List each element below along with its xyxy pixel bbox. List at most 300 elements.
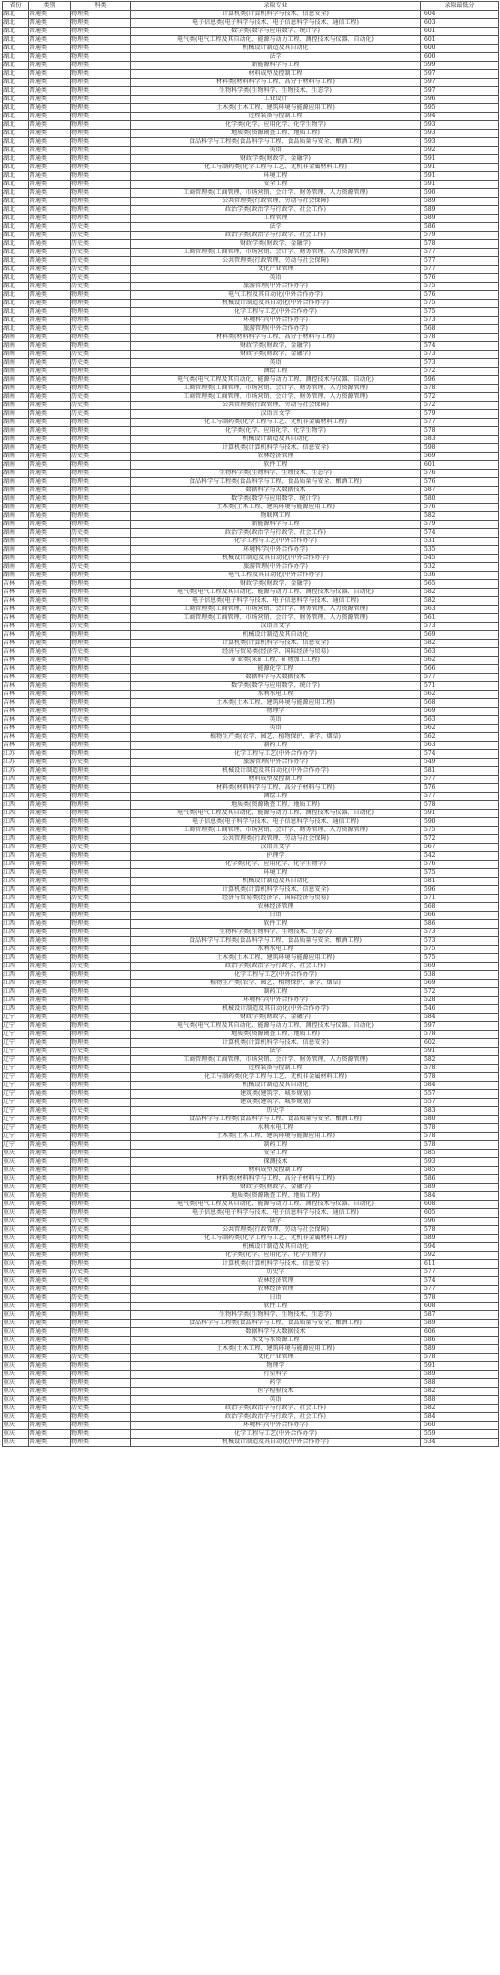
- cell-category: 普通类: [29, 835, 71, 844]
- table-row: [3, 10, 499, 19]
- table-row: [3, 1251, 499, 1260]
- cell-major: 机械设计制造及其自动化(中外合作办学): [131, 1438, 421, 1447]
- cell-min-score: 579: [421, 410, 499, 419]
- cell-min-score: 608: [421, 1302, 499, 1311]
- table-row: [3, 911, 499, 920]
- cell-province: 重庆: [3, 1277, 29, 1286]
- cell-major: 护理学: [131, 852, 421, 861]
- cell-major: 经济与贸易类(经济学、国际经济与贸易): [131, 894, 421, 903]
- cell-min-score: 601: [421, 36, 499, 45]
- cell-subject: 物理类: [71, 512, 131, 521]
- cell-subject: 物理类: [71, 979, 131, 988]
- cell-major: 制药工程: [131, 988, 421, 997]
- cell-major: 制药工程: [131, 1141, 421, 1150]
- cell-min-score: 563: [421, 648, 499, 657]
- cell-province: 湖北: [3, 274, 29, 283]
- cell-major: 化学类(化学、应用化学、化学生物学): [131, 427, 421, 436]
- cell-min-score: 572: [421, 367, 499, 376]
- cell-subject: 物理类: [71, 1387, 131, 1396]
- cell-major: 机械设计制造及其自动化: [131, 44, 421, 53]
- table-row: [3, 1064, 499, 1073]
- table-row: [3, 988, 499, 997]
- cell-subject: 物理类: [71, 886, 131, 895]
- table-row: [3, 138, 499, 147]
- cell-subject: 物理类: [71, 937, 131, 946]
- table-row: [3, 104, 499, 113]
- cell-category: 普通类: [29, 503, 71, 512]
- cell-min-score: 536: [421, 571, 499, 580]
- table-row: [3, 376, 499, 385]
- cell-subject: 历史类: [71, 605, 131, 614]
- cell-major: 英语: [131, 1396, 421, 1405]
- cell-category: 普通类: [29, 673, 71, 682]
- cell-major: 历史学: [131, 1268, 421, 1277]
- cell-min-score: 599: [421, 61, 499, 70]
- cell-province: 湖南: [3, 486, 29, 495]
- cell-min-score: 532: [421, 563, 499, 572]
- table-row: [3, 469, 499, 478]
- cell-min-score: 562: [421, 724, 499, 733]
- table-row: [3, 656, 499, 665]
- cell-major: 食品科学与工程类(食品科学与工程、食品质量与安全、酿酒工程): [131, 1319, 421, 1328]
- cell-min-score: 589: [421, 1234, 499, 1243]
- header-subject: 科类: [71, 2, 131, 11]
- table-row: [3, 189, 499, 198]
- cell-subject: 物理类: [71, 1166, 131, 1175]
- cell-min-score: 596: [421, 95, 499, 104]
- cell-subject: 物理类: [71, 146, 131, 155]
- table-row: [3, 937, 499, 946]
- cell-subject: 物理类: [71, 571, 131, 580]
- table-row: [3, 316, 499, 325]
- cell-subject: 物理类: [71, 53, 131, 62]
- cell-major: 土木类(土木工程、建筑环境与能源应用工程): [131, 104, 421, 113]
- cell-major: 公共管理类(行政管理、劳动与社会保障): [131, 835, 421, 844]
- cell-category: 普通类: [29, 19, 71, 28]
- cell-category: 普通类: [29, 1115, 71, 1124]
- cell-subject: 物理类: [71, 1022, 131, 1031]
- cell-category: 普通类: [29, 605, 71, 614]
- header-major: 录取专业: [131, 2, 421, 11]
- cell-category: 普通类: [29, 180, 71, 189]
- cell-category: 普通类: [29, 614, 71, 623]
- cell-subject: 物理类: [71, 1064, 131, 1073]
- cell-province: 湖南: [3, 452, 29, 461]
- cell-min-score: 597: [421, 78, 499, 87]
- table-row: [3, 342, 499, 351]
- cell-category: 普通类: [29, 265, 71, 274]
- cell-min-score: 592: [421, 1251, 499, 1260]
- cell-min-score: 574: [421, 750, 499, 759]
- cell-subject: 物理类: [71, 988, 131, 997]
- cell-category: 普通类: [29, 954, 71, 963]
- table-row: [3, 622, 499, 631]
- cell-category: 普通类: [29, 1268, 71, 1277]
- cell-major: 化学工程与工艺(中外合作办学): [131, 308, 421, 317]
- cell-major: 软件工程: [131, 461, 421, 470]
- cell-subject: 物理类: [71, 155, 131, 164]
- cell-major: 电子信息类(电子科学与技术、电子信息科学与技术、通信工程): [131, 818, 421, 827]
- cell-subject: 物理类: [71, 27, 131, 36]
- cell-subject: 物理类: [71, 818, 131, 827]
- cell-major: 土木类(土木工程、建筑环境与能源应用工程): [131, 699, 421, 708]
- cell-province: 湖北: [3, 248, 29, 257]
- table-row: [3, 61, 499, 70]
- table-row: [3, 801, 499, 810]
- cell-subject: 历史类: [71, 1217, 131, 1226]
- cell-subject: 物理类: [71, 852, 131, 861]
- cell-subject: 物理类: [71, 1336, 131, 1345]
- header-min-score: 录取最低分: [421, 2, 499, 11]
- table-row: [3, 299, 499, 308]
- cell-subject: 物理类: [71, 903, 131, 912]
- cell-category: 普通类: [29, 359, 71, 368]
- cell-province: 重庆: [3, 1200, 29, 1209]
- cell-category: 普通类: [29, 376, 71, 385]
- cell-min-score: 569: [421, 979, 499, 988]
- cell-subject: 物理类: [71, 1370, 131, 1379]
- cell-province: 江西: [3, 979, 29, 988]
- cell-major: 计算机类(计算机科学与技术、信息安全): [131, 886, 421, 895]
- cell-category: 普通类: [29, 53, 71, 62]
- cell-province: 湖北: [3, 299, 29, 308]
- cell-category: 普通类: [29, 367, 71, 376]
- table-row: [3, 869, 499, 878]
- table-row: [3, 886, 499, 895]
- cell-category: 普通类: [29, 95, 71, 104]
- cell-min-score: 578: [421, 801, 499, 810]
- cell-major: 食品科学与工程类(食品科学与工程、食品质量与安全、酿酒工程): [131, 138, 421, 147]
- cell-min-score: 597: [421, 1022, 499, 1031]
- cell-subject: 物理类: [71, 1200, 131, 1209]
- table-row: [3, 1234, 499, 1243]
- cell-category: 普通类: [29, 10, 71, 19]
- cell-major: 化工与制药类(化学工程与工艺、无机非金属材料工程): [131, 163, 421, 172]
- cell-category: 普通类: [29, 78, 71, 87]
- cell-subject: 物理类: [71, 1132, 131, 1141]
- cell-category: 普通类: [29, 1421, 71, 1430]
- cell-province: 湖北: [3, 121, 29, 130]
- table-row: [3, 537, 499, 546]
- cell-category: 普通类: [29, 1438, 71, 1447]
- cell-major: 电子信息类(电子科学与技术、电子信息科学与技术、通信工程): [131, 597, 421, 606]
- cell-province: 湖南: [3, 350, 29, 359]
- cell-min-score: 596: [421, 1217, 499, 1226]
- cell-province: 湖北: [3, 180, 29, 189]
- cell-province: 湖北: [3, 27, 29, 36]
- cell-category: 普通类: [29, 257, 71, 266]
- cell-category: 普通类: [29, 61, 71, 70]
- table-row: [3, 214, 499, 223]
- cell-province: 吉林: [3, 614, 29, 623]
- cell-subject: 物理类: [71, 129, 131, 138]
- cell-category: 普通类: [29, 546, 71, 555]
- cell-major: 水利水电工程: [131, 945, 421, 954]
- cell-province: 湖北: [3, 231, 29, 240]
- cell-category: 普通类: [29, 1132, 71, 1141]
- cell-min-score: 586: [421, 223, 499, 232]
- cell-min-score: 597: [421, 87, 499, 96]
- cell-subject: 历史类: [71, 452, 131, 461]
- cell-category: 普通类: [29, 631, 71, 640]
- cell-major: 生物科学类(生物科学、生物技术、生态学): [131, 1311, 421, 1320]
- cell-province: 湖北: [3, 189, 29, 198]
- table-row: [3, 1277, 499, 1286]
- cell-category: 普通类: [29, 1379, 71, 1388]
- cell-province: 湖南: [3, 529, 29, 538]
- cell-major: 财政学类(财政学、金融学): [131, 350, 421, 359]
- table-row: [3, 1421, 499, 1430]
- cell-province: 辽宁: [3, 1098, 29, 1107]
- cell-min-score: 578: [421, 1141, 499, 1150]
- cell-subject: 物理类: [71, 61, 131, 70]
- cell-province: 重庆: [3, 1438, 29, 1447]
- cell-category: 普通类: [29, 860, 71, 869]
- cell-province: 重庆: [3, 1328, 29, 1337]
- cell-category: 普通类: [29, 1098, 71, 1107]
- cell-min-score: 582: [421, 588, 499, 597]
- cell-province: 辽宁: [3, 1073, 29, 1082]
- cell-major: 财政学类(财政学、金融学): [131, 1183, 421, 1192]
- cell-subject: 物理类: [71, 316, 131, 325]
- cell-subject: 历史类: [71, 231, 131, 240]
- cell-province: 湖北: [3, 240, 29, 249]
- cell-province: 重庆: [3, 1379, 29, 1388]
- cell-province: 江西: [3, 886, 29, 895]
- cell-province: 江西: [3, 954, 29, 963]
- cell-category: 普通类: [29, 928, 71, 937]
- cell-category: 普通类: [29, 750, 71, 759]
- cell-category: 普通类: [29, 1158, 71, 1167]
- cell-major: 物联网工程: [131, 512, 421, 521]
- cell-category: 普通类: [29, 27, 71, 36]
- cell-min-score: 573: [421, 350, 499, 359]
- cell-subject: 历史类: [71, 716, 131, 725]
- cell-min-score: 528: [421, 996, 499, 1005]
- cell-province: 湖北: [3, 325, 29, 334]
- cell-subject: 物理类: [71, 707, 131, 716]
- cell-major: 农林经济管理: [131, 903, 421, 912]
- cell-subject: 物理类: [71, 1073, 131, 1082]
- cell-min-score: 582: [421, 1387, 499, 1396]
- table-row: [3, 826, 499, 835]
- table-row: [3, 1081, 499, 1090]
- cell-province: 江西: [3, 860, 29, 869]
- cell-min-score: 590: [421, 189, 499, 198]
- cell-major: 旅游管理(中外合作办学): [131, 563, 421, 572]
- cell-category: 普通类: [29, 656, 71, 665]
- cell-min-score: 583: [421, 435, 499, 444]
- table-row: [3, 1226, 499, 1235]
- table-row: [3, 223, 499, 232]
- cell-province: 江西: [3, 945, 29, 954]
- cell-province: 重庆: [3, 1268, 29, 1277]
- cell-category: 普通类: [29, 495, 71, 504]
- cell-subject: 物理类: [71, 741, 131, 750]
- cell-major: 材料成型及控制工程: [131, 775, 421, 784]
- cell-min-score: 606: [421, 1328, 499, 1337]
- cell-min-score: 566: [421, 911, 499, 920]
- table-row: [3, 1056, 499, 1065]
- cell-subject: 物理类: [71, 750, 131, 759]
- cell-province: 重庆: [3, 1166, 29, 1175]
- cell-min-score: 573: [421, 937, 499, 946]
- cell-major: 电气工程及其自动化(中外合作办学): [131, 291, 421, 300]
- cell-major: 汉语言文学: [131, 622, 421, 631]
- table-row: [3, 1158, 499, 1167]
- table-row: [3, 741, 499, 750]
- cell-province: 江西: [3, 911, 29, 920]
- cell-subject: 物理类: [71, 189, 131, 198]
- cell-major: 水文与水资源工程: [131, 1336, 421, 1345]
- cell-category: 普通类: [29, 792, 71, 801]
- cell-province: 江西: [3, 996, 29, 1005]
- cell-major: 政治学类(政治学与行政学、社会工作): [131, 1413, 421, 1422]
- cell-subject: 历史类: [71, 223, 131, 232]
- cell-subject: 物理类: [71, 1345, 131, 1354]
- cell-min-score: 586: [421, 1336, 499, 1345]
- table-row: [3, 1302, 499, 1311]
- cell-min-score: 573: [421, 622, 499, 631]
- cell-subject: 历史类: [71, 257, 131, 266]
- table-row: [3, 257, 499, 266]
- cell-province: 湖南: [3, 546, 29, 555]
- cell-subject: 物理类: [71, 1379, 131, 1388]
- cell-subject: 物理类: [71, 70, 131, 79]
- cell-major: 化工与制药类(化学工程与工艺、无机非金属材料工程): [131, 418, 421, 427]
- cell-province: 吉林: [3, 639, 29, 648]
- cell-min-score: 568: [421, 699, 499, 708]
- table-row: [3, 1319, 499, 1328]
- cell-major: 政治学类(政治学与行政学、社会工作): [131, 1404, 421, 1413]
- table-row: [3, 1387, 499, 1396]
- cell-category: 普通类: [29, 911, 71, 920]
- cell-subject: 物理类: [71, 1124, 131, 1133]
- cell-min-score: 575: [421, 945, 499, 954]
- admission-scores-table: [2, 1, 499, 1447]
- cell-subject: 历史类: [71, 962, 131, 971]
- table-row: [3, 809, 499, 818]
- cell-major: 财政学类(财政学、金融学): [131, 240, 421, 249]
- cell-province: 吉林: [3, 622, 29, 631]
- table-row: [3, 767, 499, 776]
- table-row: [3, 359, 499, 368]
- cell-major: 电气类(电气工程及其自动化、能源与动力工程、测控技术与仪器、自动化): [131, 1200, 421, 1209]
- cell-category: 普通类: [29, 189, 71, 198]
- cell-category: 普通类: [29, 1234, 71, 1243]
- cell-category: 普通类: [29, 299, 71, 308]
- cell-province: 江西: [3, 835, 29, 844]
- cell-major: 公共管理类(行政管理、劳动与社会保障): [131, 197, 421, 206]
- table-row: [3, 792, 499, 801]
- table-row: [3, 1260, 499, 1269]
- cell-province: 湖南: [3, 512, 29, 521]
- table-row: [3, 265, 499, 274]
- cell-major: 化学类(化学、应用化学、化学生物学): [131, 1251, 421, 1260]
- cell-province: 湖南: [3, 503, 29, 512]
- table-row: [3, 639, 499, 648]
- cell-category: 普通类: [29, 920, 71, 929]
- cell-subject: 物理类: [71, 478, 131, 487]
- cell-category: 普通类: [29, 197, 71, 206]
- cell-category: 普通类: [29, 665, 71, 674]
- cell-min-score: 549: [421, 758, 499, 767]
- cell-province: 重庆: [3, 1260, 29, 1269]
- cell-major: 制药工程: [131, 741, 421, 750]
- cell-category: 普通类: [29, 1056, 71, 1065]
- cell-category: 普通类: [29, 206, 71, 215]
- cell-province: 湖南: [3, 563, 29, 572]
- table-row: [3, 860, 499, 869]
- cell-province: 江西: [3, 801, 29, 810]
- cell-subject: 历史类: [71, 1268, 131, 1277]
- cell-subject: 物理类: [71, 614, 131, 623]
- cell-province: 湖南: [3, 495, 29, 504]
- table-row: [3, 291, 499, 300]
- cell-category: 普通类: [29, 903, 71, 912]
- cell-min-score: 568: [421, 325, 499, 334]
- cell-major: 文化产业管理: [131, 1353, 421, 1362]
- cell-province: 重庆: [3, 1421, 29, 1430]
- cell-subject: 物理类: [71, 1438, 131, 1447]
- cell-min-score: 594: [421, 112, 499, 121]
- cell-major: 地质类(资源勘查工程、地质工程): [131, 129, 421, 138]
- cell-subject: 物理类: [71, 197, 131, 206]
- cell-major: 能源化学工程: [131, 665, 421, 674]
- cell-min-score: 571: [421, 894, 499, 903]
- cell-subject: 物理类: [71, 104, 131, 113]
- cell-min-score: 561: [421, 614, 499, 623]
- cell-subject: 物理类: [71, 308, 131, 317]
- cell-province: 辽宁: [3, 1022, 29, 1031]
- cell-province: 吉林: [3, 733, 29, 742]
- cell-major: 物理学: [131, 1362, 421, 1371]
- cell-subject: 物理类: [71, 1328, 131, 1337]
- cell-province: 重庆: [3, 1209, 29, 1218]
- cell-category: 普通类: [29, 452, 71, 461]
- cell-category: 普通类: [29, 333, 71, 342]
- cell-province: 湖南: [3, 571, 29, 580]
- cell-province: 重庆: [3, 1175, 29, 1184]
- table-body: [3, 10, 499, 1447]
- cell-major: 法学: [131, 1047, 421, 1056]
- cell-subject: 物理类: [71, 665, 131, 674]
- cell-category: 普通类: [29, 172, 71, 181]
- cell-major: 食品科学与工程类(食品科学与工程、食品质量与安全、酿酒工程): [131, 937, 421, 946]
- cell-province: 吉林: [3, 631, 29, 640]
- cell-province: 江西: [3, 877, 29, 886]
- table-row: [3, 580, 499, 589]
- cell-subject: 物理类: [71, 877, 131, 886]
- cell-province: 湖南: [3, 359, 29, 368]
- cell-category: 普通类: [29, 1047, 71, 1056]
- cell-major: 数据科学与大数据技术: [131, 673, 421, 682]
- cell-major: 环境科学(中外合作办学): [131, 996, 421, 1005]
- cell-subject: 物理类: [71, 520, 131, 529]
- cell-subject: 物理类: [71, 631, 131, 640]
- cell-subject: 物理类: [71, 333, 131, 342]
- cell-subject: 历史类: [71, 622, 131, 631]
- cell-major: 工商管理类(工商管理、市场营销、会计学、财务管理、人力资源管理): [131, 826, 421, 835]
- cell-subject: 物理类: [71, 971, 131, 980]
- cell-province: 湖南: [3, 367, 29, 376]
- cell-province: 湖南: [3, 554, 29, 563]
- cell-min-score: 538: [421, 971, 499, 980]
- table-row: [3, 36, 499, 45]
- cell-major: 英语: [131, 724, 421, 733]
- cell-major: 电气类(电气工程及其自动化、能源与动力工程、测控技术与仪器、自动化): [131, 1022, 421, 1031]
- cell-subject: 物理类: [71, 299, 131, 308]
